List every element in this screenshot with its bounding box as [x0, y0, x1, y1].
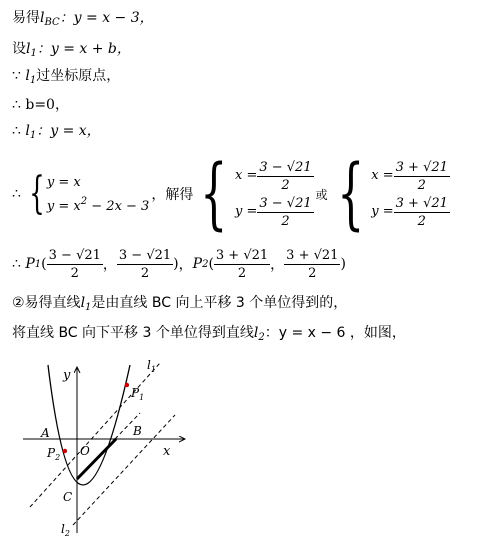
solution-2-x: x = $\frac{3 + √21}{2}$ — [371, 159, 448, 193]
solution-1-x: x = $\frac{3 - √21}{2}$ — [234, 159, 312, 193]
line-3 — [12, 67, 120, 90]
label-p1: $P_1$ — [131, 386, 145, 402]
therefore-symbol: ∴ — [12, 256, 21, 272]
line-7-points: ∴ P 1 ( $\frac{3 - √21}{2}$ ， $\frac{3 - √21}{2}$ ) ， P 2 ( $\frac{3 + √21}{2}$ ， $\frac{3 + √21}{2}$ ) — [12, 247, 346, 281]
equation-system — [47, 173, 149, 216]
p2-label: P — [192, 256, 203, 272]
lbc-equation: ：y = x − 3， — [59, 10, 154, 26]
line-9: 将直线 BC 向下平移 3 个单位得到直线$l_2$：y = x − 6 ，如图， — [12, 325, 406, 343]
therefore-symbol: ∴ — [12, 123, 21, 139]
line-8: ②易得直线$l_1$是由直线 BC 向上平移 3 个单位得到的， — [12, 295, 348, 313]
label-l1: $l_1$ — [147, 358, 156, 374]
l1-l: l — [25, 123, 30, 139]
l1-y-equals-x: ：y = x， — [36, 123, 101, 139]
label-c: C — [63, 490, 73, 504]
point-p2 — [63, 449, 67, 453]
line-6-system — [12, 148, 450, 240]
label-a: A — [41, 426, 50, 440]
left-brace: { — [336, 149, 365, 239]
left-brace: { — [200, 149, 228, 239]
label-b: B — [133, 424, 142, 438]
label-o: O — [80, 444, 90, 458]
solution-2 — [371, 158, 450, 230]
line-l2 — [73, 415, 175, 525]
p1-y: $\frac{3 - √21}{2}$ — [118, 247, 172, 281]
because-symbol: ∵ — [12, 68, 21, 84]
line-4 — [12, 96, 69, 114]
line-1 — [12, 9, 154, 32]
label-p2: $P_2$ — [47, 446, 61, 462]
solution-1-y: y = $\frac{3 - √21}{2}$ — [234, 195, 312, 229]
solution-1 — [235, 158, 314, 230]
text-solve: ，解得 — [151, 187, 194, 203]
text-she: 设 — [12, 41, 26, 57]
equation-2: $y = x^2 - 2x - 3$ — [46, 195, 150, 214]
l1-l: l — [25, 68, 30, 84]
line-2 — [12, 40, 131, 63]
left-brace: { — [29, 168, 45, 219]
p1-label: P — [25, 256, 35, 272]
p2-y: $\frac{3 + √21}{2}$ — [286, 247, 339, 281]
equation-1: y = x — [46, 174, 81, 190]
label-x: x — [163, 444, 171, 459]
graph-figure — [15, 355, 215, 540]
solution-2-y: y = $\frac{3 + √21}{2}$ — [371, 195, 448, 229]
b-equals-zero: ∴ b=0， — [12, 97, 69, 113]
text-yide: 易得 — [12, 10, 40, 26]
p2-x: $\frac{3 + √21}{2}$ — [215, 247, 269, 281]
label-l2: $l_2$ — [61, 522, 70, 538]
text-passes-origin: 过坐标原点， — [36, 68, 121, 84]
therefore-symbol: ∴ — [12, 186, 21, 202]
lbc-l: l — [40, 10, 45, 26]
line-5 — [12, 122, 101, 145]
l1-l: l — [26, 41, 31, 57]
text-or: 或 — [315, 187, 328, 202]
p1-x: $\frac{3 - √21}{2}$ — [48, 247, 101, 281]
l1-sub: 1 — [29, 75, 37, 86]
l1-equation: ：y = x + b， — [36, 41, 131, 57]
label-y: y — [63, 368, 71, 383]
l1-sub: 1 — [30, 48, 37, 59]
l1-sub: 1 — [29, 130, 37, 141]
point-p1 — [125, 383, 129, 387]
lbc-sub: BC — [44, 17, 60, 28]
